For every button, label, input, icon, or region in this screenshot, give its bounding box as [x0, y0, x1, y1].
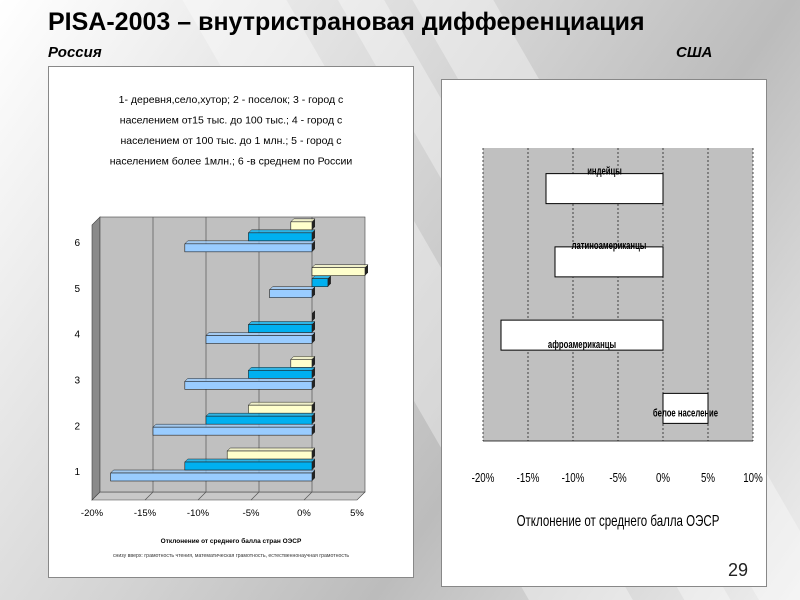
subtitle-russia: Россия — [48, 44, 102, 61]
side-wall — [92, 217, 100, 500]
bar-top — [312, 265, 368, 268]
bar-top — [312, 276, 331, 279]
bar — [291, 359, 312, 367]
chart-title-line: населением более 1млн.; 6 -в среднем по России — [109, 155, 353, 168]
bar-top — [227, 448, 315, 451]
page-number: 29 — [728, 560, 749, 580]
x-tick-label: 10% — [743, 471, 763, 486]
russia-chart — [49, 67, 413, 577]
category-label: 1 — [74, 467, 80, 479]
bar — [111, 473, 312, 481]
x-axis-title: Отклонение от среднего балла стран ОЭСР — [160, 538, 302, 545]
x-tick-label: -5% — [609, 471, 627, 486]
bar — [153, 427, 312, 435]
bar — [248, 325, 312, 333]
bar-top — [270, 287, 315, 290]
x-tick-label: 0% — [297, 508, 311, 519]
bar — [312, 268, 365, 276]
x-tick-label: 0% — [655, 471, 671, 486]
x-tick-label: -10% — [561, 471, 585, 486]
floor — [92, 492, 365, 500]
subtitle-usa: США — [676, 44, 713, 61]
bar-top — [248, 230, 315, 233]
bar — [185, 381, 312, 389]
x-tick-label: -20% — [471, 471, 495, 486]
x-tick-label: -15% — [516, 471, 540, 486]
bar — [546, 174, 663, 204]
bar — [248, 233, 312, 241]
bar-top — [185, 241, 315, 244]
bar-label: белое население — [652, 407, 719, 420]
russia-chart-panel — [48, 66, 414, 578]
bar — [206, 336, 312, 344]
bar — [270, 290, 312, 298]
chart-title-line: населением от15 тыс. до 100 тыс.; 4 - город с — [119, 114, 343, 127]
bar — [227, 451, 312, 459]
category-label: 3 — [74, 375, 80, 387]
category-label: 6 — [74, 237, 80, 249]
bar — [291, 222, 312, 230]
bar-top — [153, 424, 315, 427]
bar-top — [248, 402, 315, 405]
bar — [185, 244, 312, 252]
bar — [206, 416, 312, 424]
usa-chart-panel — [441, 79, 767, 587]
slide-title: PISA-2003 – внутристрановая дифференциация — [48, 8, 645, 36]
x-tick-label: -15% — [133, 508, 157, 519]
bar — [312, 279, 328, 287]
category-label: 5 — [74, 283, 80, 295]
bar — [248, 370, 312, 378]
bar-top — [248, 322, 315, 325]
bar-label: индейцы — [587, 165, 622, 179]
bar-label: афроамериканцы — [547, 338, 617, 352]
usa-chart — [442, 80, 766, 586]
bar-top — [185, 378, 315, 381]
bar-top — [185, 459, 315, 462]
x-tick-label: 5% — [350, 508, 364, 519]
bar-top — [206, 333, 315, 336]
x-tick-label: -10% — [186, 508, 210, 519]
x-tick-label: -5% — [242, 508, 260, 519]
bar-top — [248, 367, 315, 370]
bar-top — [111, 470, 315, 473]
bar-top — [206, 413, 315, 416]
x-tick-label: 5% — [700, 471, 716, 486]
bar-top — [291, 219, 315, 222]
chart-title-line: 1- деревня,село,хутор; 2 - поселок; 3 - город с — [118, 94, 344, 106]
category-label: 2 — [74, 421, 80, 433]
chart-title-line: населением от 100 тыс. до 1 млн.; 5 - город с — [120, 135, 342, 147]
bar — [185, 462, 312, 470]
bar-top — [291, 356, 315, 359]
x-tick-label: -20% — [80, 508, 104, 519]
bar — [248, 405, 312, 413]
x-axis-title: Отклонение от среднего балла ОЭСР — [516, 511, 720, 530]
bar-label: латиноамериканцы — [571, 239, 647, 253]
category-label: 4 — [74, 329, 80, 341]
chart-note: снизу вверх: грамотность чтения, математическая грамотность, естественнонаучная грамотность — [112, 553, 350, 559]
